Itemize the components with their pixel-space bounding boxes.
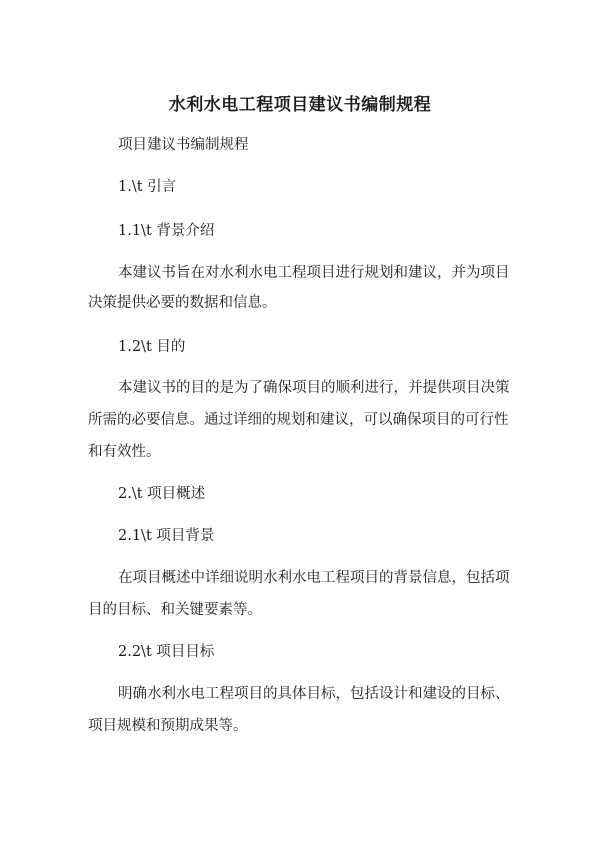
paragraph-line: 项目规模和预期成果等。 [88,718,248,734]
heading-2-2: 2.2\t 项目目标 [118,644,215,660]
heading-1-1: 1.1\t 背景介绍 [118,223,215,239]
document-title: 水利水电工程项目建议书编制规程 [168,95,432,115]
heading-2-1: 2.1\t 项目背景 [118,528,215,544]
heading-2: 2.\t 项目概述 [118,486,206,502]
heading-1: 1.\t 引言 [118,179,177,195]
subtitle-line: 项目建议书编制规程 [118,137,249,153]
paragraph-line: 本建议书旨在对水利水电工程项目进行规划和建议，并为项目 [118,265,510,281]
paragraph-line: 本建议书的目的是为了确保项目的顺利进行，并提供项目决策 [118,380,510,396]
paragraph-line: 和有效性。 [88,444,161,460]
paragraph-line: 目的目标、和关键要素等。 [88,602,262,618]
paragraph-line: 决策提供必要的数据和信息。 [88,295,277,311]
paragraph-line: 所需的必要信息。通过详细的规划和建议，可以确保项目的可行性 [88,412,509,428]
paragraph-line: 在项目概述中详细说明水利水电工程项目的背景信息，包括项 [118,570,510,586]
paragraph-line: 明确水利水电工程项目的具体目标，包括设计和建设的目标、 [118,686,510,702]
heading-1-2: 1.2\t 目的 [118,339,186,355]
